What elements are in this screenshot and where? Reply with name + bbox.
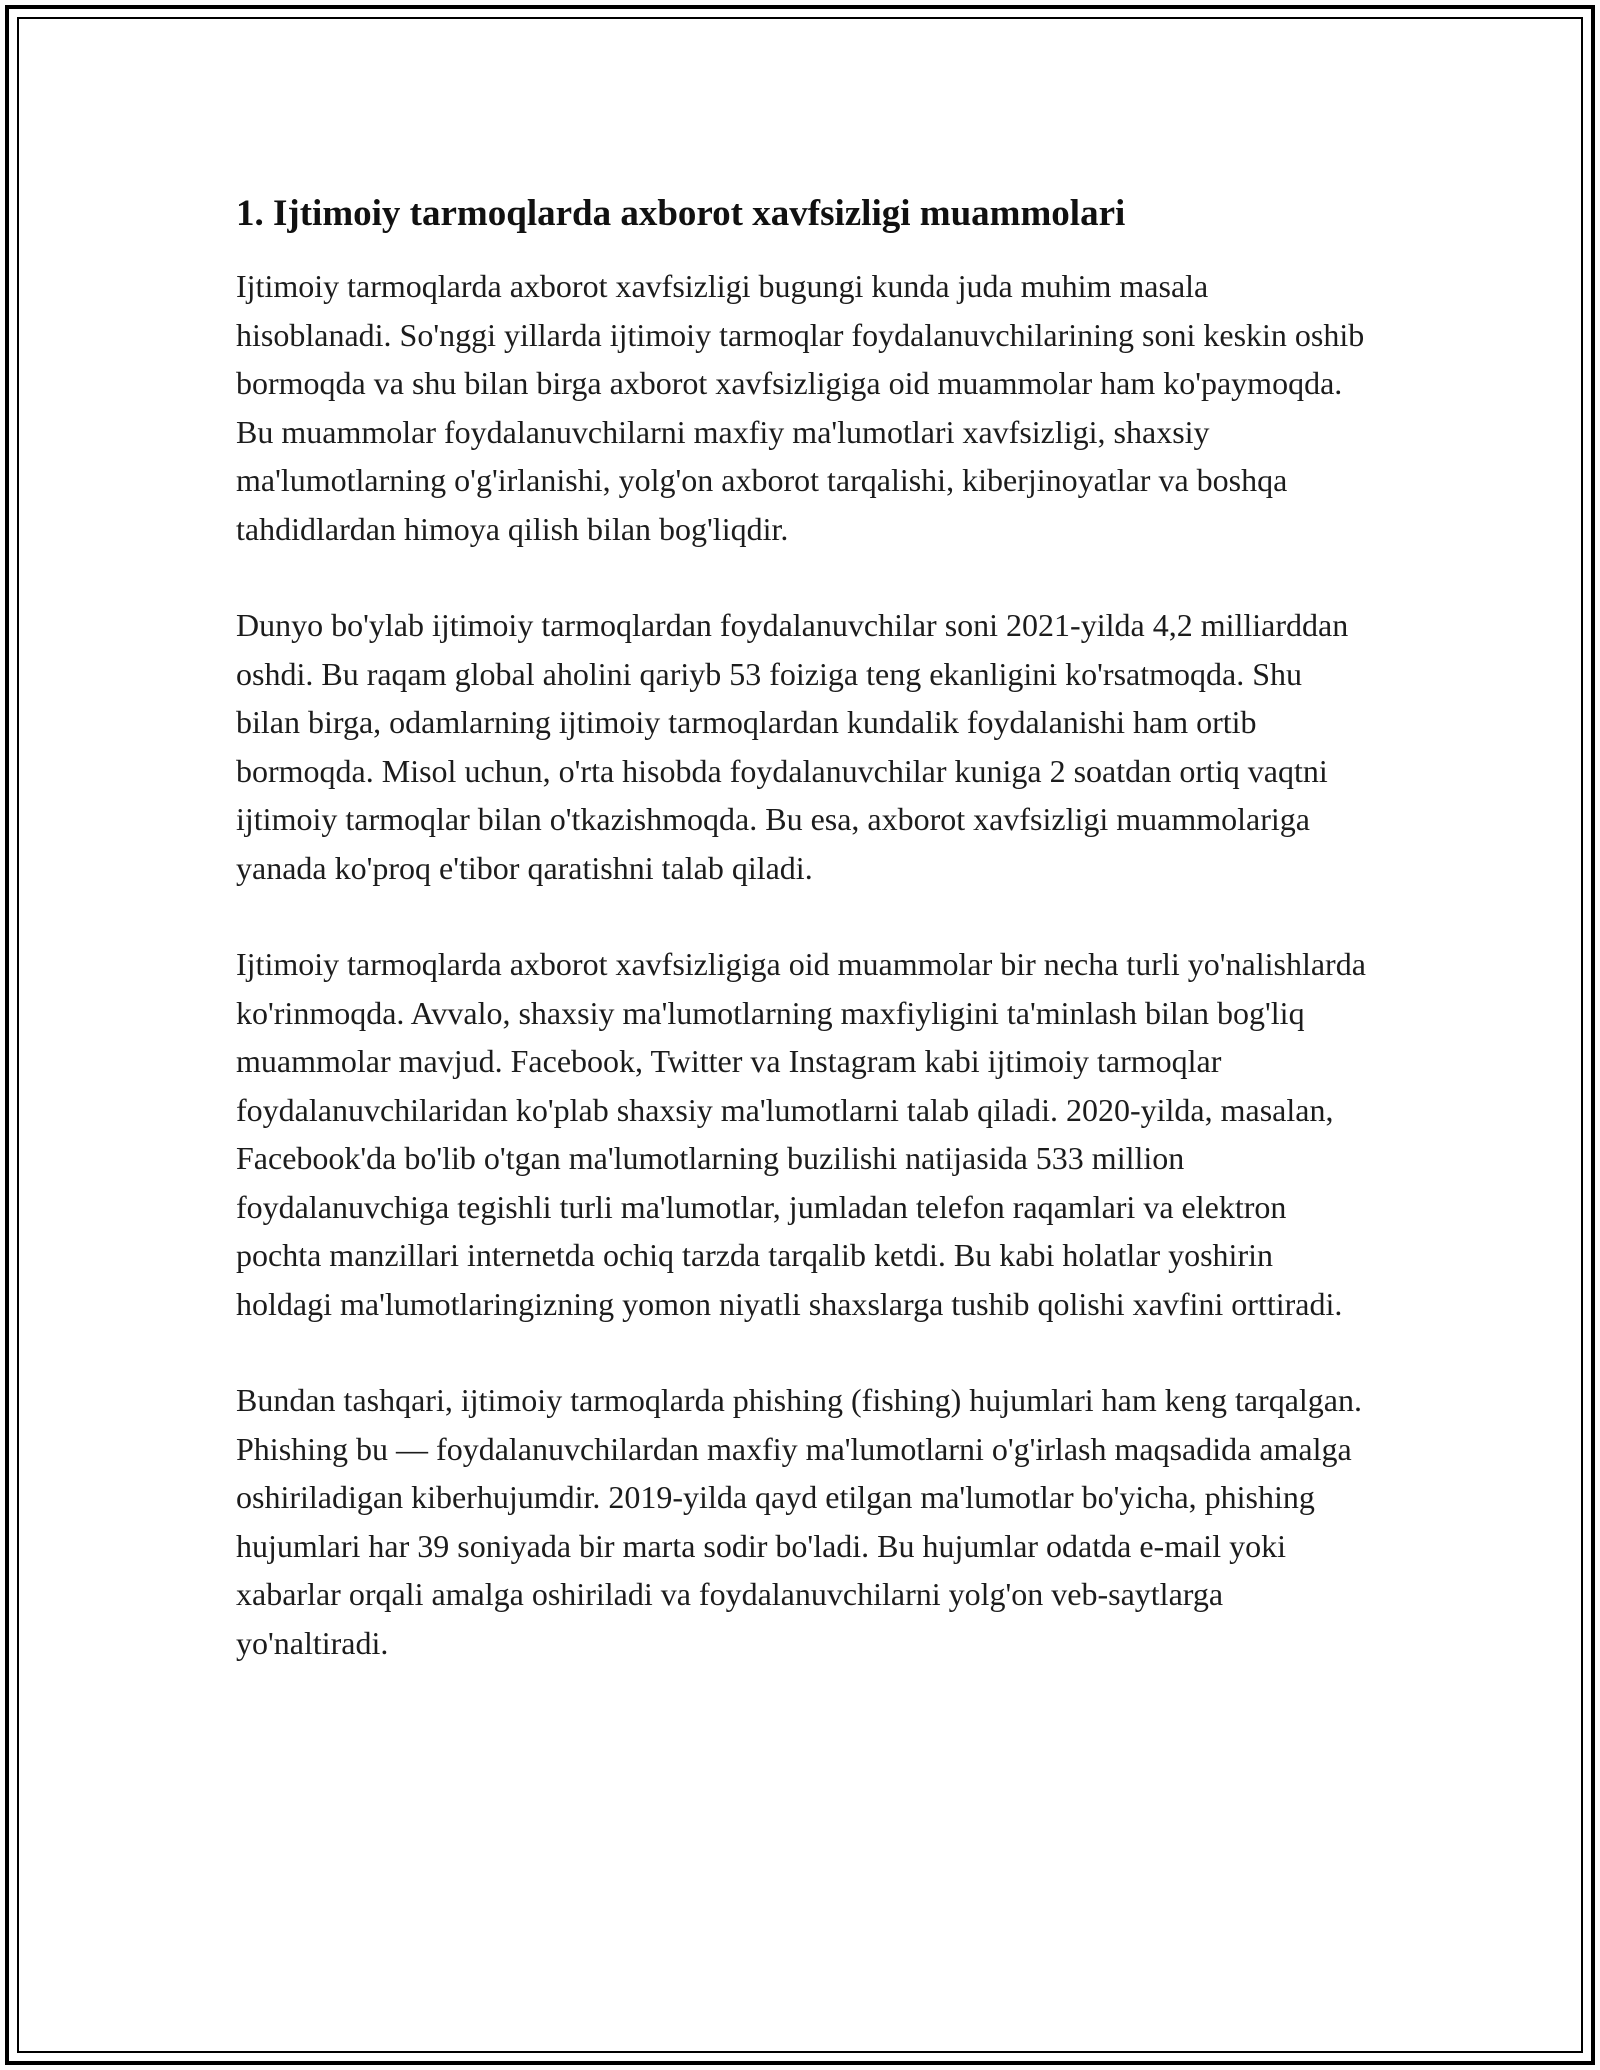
paragraph-user-statistics: Dunyo bo'ylab ijtimoiy tarmoqlardan foydalanuvchilar soni 2021-yilda 4,2 milliarddan oshdi. Bu raqam global aholini qariyb 53 foiziga teng ekanligini ko'rsatmoqda. Shu bilan birga, odamlarning ijtimoiy tarmoqlardan kundalik foydalanishi ham ortib bormoqda. Misol uchun, o'rta hisobda foydalanuvchilar kuniga 2 soatdan ortiq vaqtni ijtimoiy tarmoqlar bilan o'tkazishmoqda. Bu esa, axborot xavfsizligi muammolariga yanada ko'proq e'tibor qaratishni talab qiladi.: [236, 607, 1349, 886]
document-body: [236, 188, 1366, 1667]
paragraph-privacy-issues: Ijtimoiy tarmoqlarda axborot xavfsizligiga oid muammolar bir necha turli yo'nalishlarda ko'rinmoqda. Avvalo, shaxsiy ma'lumotlarning maxfiyligini ta'minlash bilan bog'liq muammolar mavjud. Facebook, Twitter va Instagram kabi ijtimoiy tarmoqlar foydalanuvchilaridan ko'plab shaxsiy ma'lumotlarni talab qiladi. 2020-yilda, masalan, Facebook'da bo'lib o'tgan ma'lumotlarning buzilishi natijasida 533 million foydalanuvchiga tegishli turli ma'lumotlar, jumladan telefon raqamlari va elektron pochta manzillari internetda ochiq tarzda tarqalib ketdi. Bu kabi holatlar yoshirin holdagi ma'lumotlaringizning yomon niyatli shaxslarga tushib qolishi xavfini orttiradi.: [236, 946, 1366, 1322]
paragraph-phishing: Bundan tashqari, ijtimoiy tarmoqlarda phishing (fishing) hujumlari ham keng tarqalgan. Phishing bu — foydalanuvchilardan maxfiy ma'lumotlarni o'g'irlash maqsadida amalga oshiriladigan kiberhujumdir. 2019-yilda qayd etilgan ma'lumotlar bo'yicha, phishing hujumlari har 39 soniyada bir marta sodir bo'ladi. Bu hujumlar odatda e-mail yoki xabarlar orqali amalga oshiriladi va foydalanuvchilarni yolg'on veb-saytlarga yo'naltiradi.: [236, 1382, 1362, 1661]
paragraph-intro: Ijtimoiy tarmoqlarda axborot xavfsizligi bugungi kunda juda muhim masala hisoblanadi. So'nggi yillarda ijtimoiy tarmoqlar foydalanuvchilarining soni keskin oshib bormoqda va shu bilan birga axborot xavfsizligiga oid muammolar ham ko'paymoqda. Bu muammolar foydalanuvchilarni maxfiy ma'lumotlari xavfsizligi, shaxsiy ma'lumotlarning o'g'irlanishi, yolg'on axborot tarqalishi, kiberjinoyatlar va boshqa tahdidlardan himoya qilish bilan bog'liqdir.: [236, 268, 1365, 547]
section-heading: 1. Ijtimoiy tarmoqlarda axborot xavfsizligi muammolari: [236, 193, 1126, 234]
